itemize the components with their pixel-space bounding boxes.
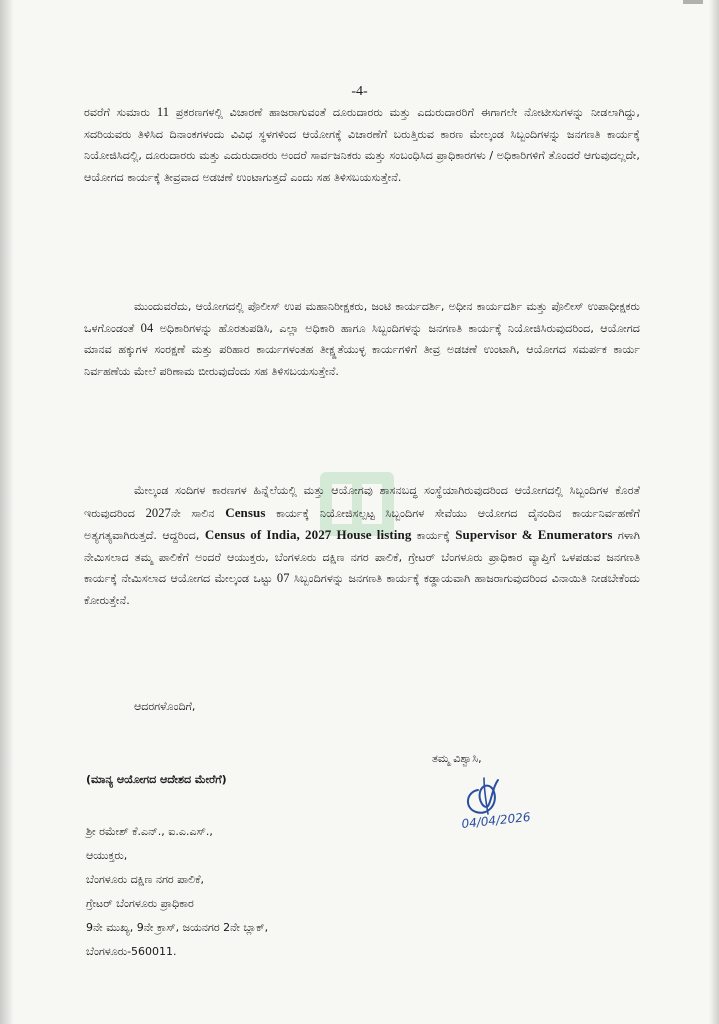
- paragraph-1-text-a: ರವರೆಗೆ ಸುಮಾರು: [84, 106, 157, 119]
- signature-icon: [458, 770, 578, 832]
- paragraph-2: [84, 296, 640, 382]
- address-line: ಬೆಂಗಳೂರು-560011.: [86, 945, 177, 958]
- address-line: ಶ್ರೀ ರಮೇಶ್ ಕೆ.ಎನ್., ಐ.ಎ.ಎಸ್.,: [86, 825, 213, 838]
- page-number: -4-: [351, 84, 368, 99]
- paragraph-2-text-b: ಅಧಿಕಾರಿಗಳನ್ನು ಹೊರತುಪಡಿಸಿ, ಎಲ್ಲಾ ಅಧಿಕಾರಿ ಹಾಗೂ ಸಿಬ್ಬಂದಿಗಳನ್ನು ಜನಗಣತಿ ಕಾರ್ಯಕ್ಕೆ ನಿಯೋಜಿಸಿರುವುದರಿಂದ, ಆಯೋಗದ ಮಾನವ ಹಕ್ಕುಗಳ ಸಂರಕ್ಷಣೆ ಮತ್ತು ಪರಿಹಾರ ಕಾರ್ಯಗಳಂತಹ ತೀಕ್ಷ್ಣತೆಯುಳ್ಳ ಕಾರ್ಯಗಳಿಗೆ ತೀವ್ರ ಅಡಚಣೆ ಉಂಟಾಗಿ, ಆಯೋಗದ ಸಮರ್ಪಕ ಕಾರ್ಯ ನಿರ್ವಹಣೆಯ ಮೇಲೆ ಪರಿಣಾಮ ಬೀರುವುದೆಂದು ಸಹ ತಿಳಿಸಬಯಸುತ್ತೇನೆ.: [84, 321, 640, 378]
- address-line: ಗ್ರೇಟರ್ ಬೆಂಗಳೂರು ಪ್ರಾಧಿಕಾರ: [86, 897, 194, 910]
- paragraph-1-number: 11: [156, 105, 170, 119]
- paragraph-1: [84, 102, 640, 188]
- paragraph-3-text-e: ಗಳಾಗಿ ನೇಮಿಸಲಾದ ತಮ್ಮ ಪಾಲಿಕೆಗೆ ಅಂದರೆ ಆಯುಕ್ತರು, ಬೆಂಗಳೂರು ದಕ್ಷಿಣ ನಗರ ಪಾಲಿಕೆ, ಗ್ರೇಟರ್ ಬೆಂಗಳೂರು ಪ್ರಾಧಿಕಾರ ವ್ಯಾಪ್ತಿಗೆ ಒಳಪಡುವ ಜನಗಣತಿ ಕಾರ್ಯಕ್ಕೆ ನೇಮಿಸಲಾದ ಆಯೋಗದ ಮೇಲ್ಕಂಡ ಒಟ್ಟು: [84, 529, 641, 585]
- scan-shadow-right: [709, 0, 719, 1024]
- paragraph-3-staff-count: 07: [276, 571, 290, 585]
- paragraph-3-census-title: Census of India, 2027 House listing: [204, 527, 412, 542]
- paragraph-3: [84, 480, 640, 611]
- scan-corner-mark: [681, 0, 705, 8]
- paragraph-2-number: 04: [140, 320, 154, 335]
- paragraph-3-year: 2027: [145, 505, 171, 520]
- address-line: ಬೆಂಗಳೂರು ದಕ್ಷಿಣ ನಗರ ಪಾಲಿಕೆ,: [86, 873, 205, 886]
- paragraph-1-text-b: ಪ್ರಕರಣಗಳಲ್ಲಿ ವಿಚಾರಣೆ ಹಾಜರಾಗುವಂತೆ ದೂರುದಾರರು ಮತ್ತು ಎದುರುದಾರರಿಗೆ ಈಗಾಗಲೇ ನೋಟೀಸುಗಳನ್ನು ನೀಡಲಾಗಿದ್ದು, ಸದರಿಯವರು ತಿಳಿಸಿದ ದಿನಾಂಕಗಳಂದು ವಿವಿಧ ಸ್ಥಳಗಳಿಂದ ಆಯೋಗಕ್ಕೆ ವಿಚಾರಣೆಗೆ ಬರುತ್ತಿರುವ ಕಾರಣ ಮೇಲ್ಕಂಡ ಸಿಬ್ಬಂದಿಗಳನ್ನು ಜನಗಣತಿ ಕಾರ್ಯಕ್ಕೆ ನಿಯೋಜಿಸಿದಲ್ಲಿ, ದೂರುದಾರರು ಮತ್ತು ಎದುರುದಾರರು ಅಂದರೆ ಸಾರ್ವಜನಿಕರು ಮತ್ತು ಸಂಬಂಧಿಸಿದ ಪ್ರಾಧಿಕಾರಗಳು / ಅಧಿಕಾರಿಗಳಿಗೆ ತೊಂದರೆ ಆಗುವುದಲ್ಲದೇ, ಆಯೋಗದ ಕಾರ್ಯಕ್ಕೆ ತೀವ್ರವಾದ ಅಡಚಣೆ ಉಂಟಾಗುತ್ತದೆ ಎಂದು ಸಹ ತಿಳಿಸಬಯಸುತ್ತೇನೆ.: [84, 106, 640, 184]
- order-note: (ಮಾನ್ಯ ಆಯೋಗದ ಆದೇಶದ ಮೇರೆಗೆ): [86, 773, 227, 786]
- yours-faithfully: ತಮ್ಮ ವಿಶ್ವಾಸಿ,: [432, 752, 482, 765]
- paragraph-3-text-b: ನೇ ಸಾಲಿನ: [170, 506, 226, 520]
- paragraph-3-text-c: ಕಾರ್ಯಕ್ಕೆ ನಿಯೋಜಿಸಲ್ಪಟ್ಟ ಸಿಬ್ಬಂದಿಗಳ ಸೇವೆಯು ಆಯೋಗದ ದೈನಂದಿನ ಕಾರ್ಯನಿರ್ವಹಣೆಗೆ ಅತ್ಯಗತ್ಯವಾಗಿರುತ್ತದೆ. ಆದ್ದರಿಂದ,: [84, 506, 640, 542]
- address-line: 9ನೇ ಮುಖ್ಯ, 9ನೇ ಕ್ರಾಸ್, ಜಯನಗರ 2ನೇ ಬ್ಲಾಕ್,: [86, 921, 269, 934]
- paragraph-3-text-d: ಕಾರ್ಯಕ್ಕೆ: [411, 529, 456, 542]
- paragraph-3-roles: Supervisor & Enumerators: [455, 527, 613, 542]
- paragraph-3-text-f: ಸಿಬ್ಬಂದಿಗಳನ್ನು ಜನಗಣತಿ ಕಾರ್ಯಕ್ಕೆ ಕಡ್ಡಾಯವಾಗಿ ಹಾಜರಾಗುವುದರಿಂದ ವಿನಾಯಿತಿ ನೀಡಬೇಕೆಂದು ಕೋರುತ್ತೇನೆ.: [84, 572, 641, 607]
- paragraph-3-census: Census: [225, 504, 266, 520]
- signature-date: 04/04/2026: [460, 809, 532, 831]
- scan-shadow-left: [0, 0, 14, 1024]
- recipient-address: [86, 820, 268, 964]
- closing-salutation: ಆದರಗಳೊಂದಿಗೆ,: [134, 700, 196, 713]
- address-line: ಆಯುಕ್ತರು,: [86, 849, 128, 862]
- paragraph-3-text-a: ಮೇಲ್ಕಂಡ ಸಂದಿಗಳ ಕಾರಣಗಳ ಹಿನ್ನೆಲೆಯಲ್ಲಿ ಮತ್ತು ಆಯೋಗವು ಶಾಸನಬದ್ಧ ಸಂಸ್ಥೆಯಾಗಿರುವುದರಿಂದ ಆಯೋಗದಲ್ಲಿ ಸಿಬ್ಬಂದಿಗಳ ಕೊರತೆ ಇರುವುದರಿಂದ: [84, 484, 640, 520]
- paragraph-2-text-a: ಮುಂದುವರೆದು, ಆಯೋಗದಲ್ಲಿ ಪೊಲೀಸ್ ಉಪ ಮಹಾನಿರೀಕ್ಷಕರು, ಜಂಟಿ ಕಾರ್ಯದರ್ಶಿ, ಅಧೀನ ಕಾರ್ಯದರ್ಶಿ ಮತ್ತು ಪೊಲೀಸ್ ಉಪಾಧೀಕ್ಷಕರು ಒಳಗೊಂಡಂತೆ: [84, 300, 640, 335]
